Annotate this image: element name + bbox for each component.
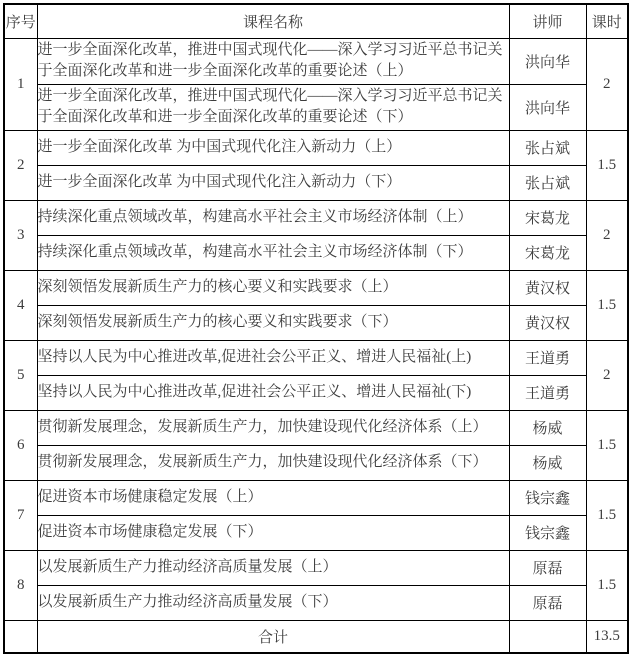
row-number: 2 (4, 130, 37, 200)
course-row (4, 130, 628, 165)
lecturer-name: 黄汉权 (509, 270, 586, 305)
course-title: 坚持以人民为中心推进改革,促进社会公平正义、增进人民福祉(下) (37, 375, 509, 410)
course-row (4, 340, 628, 375)
course-hours: 1.5 (586, 480, 628, 550)
lecturer-name: 黄汉权 (509, 305, 586, 340)
lecturer-name: 杨威 (509, 410, 586, 445)
lecturer-name: 钱宗鑫 (509, 480, 586, 515)
course-title: 深刻领悟发展新质生产力的核心要义和实践要求（上） (37, 270, 509, 305)
course-row (4, 515, 628, 550)
row-number: 8 (4, 550, 37, 620)
lecturer-name: 张占斌 (509, 165, 586, 200)
course-title: 持续深化重点领域改革，构建高水平社会主义市场经济体制（上） (37, 200, 509, 235)
course-title: 进一步全面深化改革 为中国式现代化注入新动力（下） (37, 165, 509, 200)
course-row (4, 200, 628, 235)
table-body (4, 38, 628, 620)
course-title: 持续深化重点领域改革，构建高水平社会主义市场经济体制（下） (37, 235, 509, 270)
course-title: 促进资本市场健康稳定发展（上） (37, 480, 509, 515)
lecturer-name: 宋葛龙 (509, 235, 586, 270)
lecturer-name: 张占斌 (509, 130, 586, 165)
course-hours: 1.5 (586, 550, 628, 620)
total-number-cell-empty (4, 620, 37, 653)
total-row (4, 620, 628, 653)
course-title: 深刻领悟发展新质生产力的核心要义和实践要求（下） (37, 305, 509, 340)
course-hours: 2 (586, 340, 628, 410)
course-row (4, 305, 628, 340)
lecturer-name: 杨威 (509, 445, 586, 480)
row-number: 6 (4, 410, 37, 480)
lecturer-name: 原磊 (509, 550, 586, 585)
course-title: 坚持以人民为中心推进改革,促进社会公平正义、增进人民福祉(上) (37, 340, 509, 375)
lecturer-name: 王道勇 (509, 340, 586, 375)
course-hours: 1.5 (586, 410, 628, 480)
course-hours: 1.5 (586, 270, 628, 340)
total-label: 合计 (37, 620, 509, 653)
course-row (4, 38, 628, 84)
course-row (4, 270, 628, 305)
lecturer-name: 洪向华 (509, 84, 586, 130)
course-title: 促进资本市场健康稳定发展（下） (37, 515, 509, 550)
course-row (4, 165, 628, 200)
row-number: 5 (4, 340, 37, 410)
row-number: 1 (4, 38, 37, 130)
total-hours-value: 13.5 (586, 620, 628, 653)
header-cell-lecturer: 讲师 (509, 4, 586, 38)
row-number: 4 (4, 270, 37, 340)
lecturer-name: 原磊 (509, 585, 586, 620)
row-number: 7 (4, 480, 37, 550)
course-row (4, 550, 628, 585)
header-cell-number: 序号 (4, 4, 37, 38)
course-row (4, 585, 628, 620)
lecturer-name: 洪向华 (509, 38, 586, 84)
course-row (4, 375, 628, 410)
lecturer-name: 宋葛龙 (509, 200, 586, 235)
row-number: 3 (4, 200, 37, 270)
course-title: 进一步全面深化改革，推进中国式现代化——深入学习习近平总书记关于全面深化改革和进一步全面深化改革的重要论述（上） (37, 38, 509, 84)
course-schedule-table (3, 3, 629, 654)
course-hours: 2 (586, 38, 628, 130)
course-title: 以发展新质生产力推动经济高质量发展（下） (37, 585, 509, 620)
total-lecturer-cell-empty (509, 620, 586, 653)
course-title: 进一步全面深化改革 为中国式现代化注入新动力（上） (37, 130, 509, 165)
course-hours: 1.5 (586, 130, 628, 200)
course-row (4, 84, 628, 130)
course-row (4, 235, 628, 270)
course-title: 进一步全面深化改革，推进中国式现代化——深入学习习近平总书记关于全面深化改革和进一步全面深化改革的重要论述（下） (37, 84, 509, 130)
header-cell-hours: 课时 (586, 4, 628, 38)
course-hours: 2 (586, 200, 628, 270)
lecturer-name: 钱宗鑫 (509, 515, 586, 550)
header-cell-course: 课程名称 (37, 4, 509, 38)
course-title: 贯彻新发展理念，发展新质生产力，加快建设现代化经济体系（下） (37, 445, 509, 480)
lecturer-name: 王道勇 (509, 375, 586, 410)
course-title: 贯彻新发展理念，发展新质生产力，加快建设现代化经济体系（上） (37, 410, 509, 445)
course-row (4, 445, 628, 480)
course-row (4, 480, 628, 515)
course-title: 以发展新质生产力推动经济高质量发展（上） (37, 550, 509, 585)
course-row (4, 410, 628, 445)
table-header-row (4, 4, 628, 38)
